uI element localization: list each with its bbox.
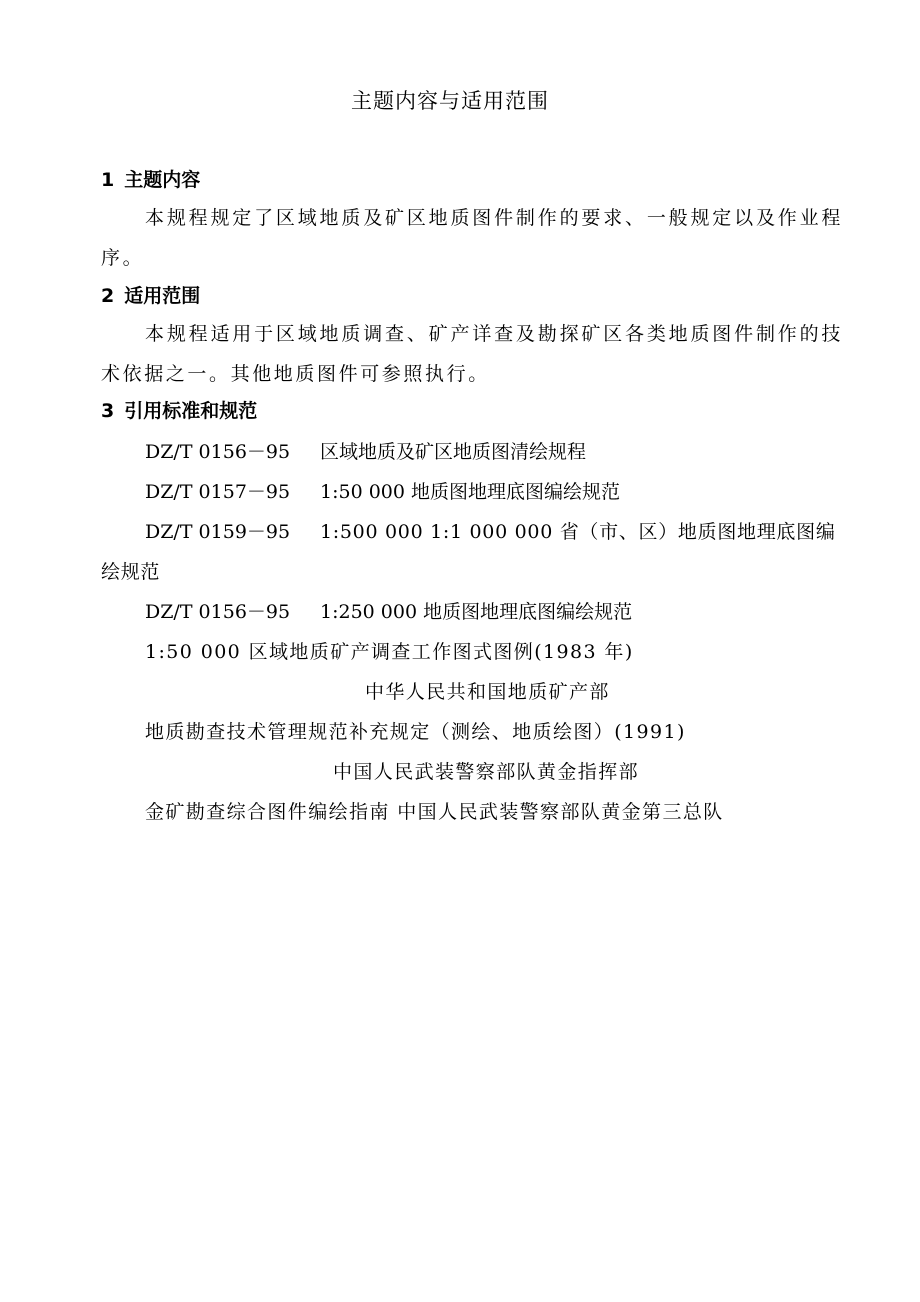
reference-code: DZ/T 0159－95: [145, 521, 291, 543]
reference-title: 1:50 000 地质图地理底图编绘规范: [320, 481, 621, 503]
reference-item: [145, 438, 586, 466]
page-title: 主题内容与适用范围: [351, 89, 549, 113]
section-body-1: 本规程规定了区域地质及矿区地质图件制作的要求、一般规定以及作业程序。: [101, 207, 843, 269]
reference-item: [101, 512, 846, 592]
reference-code: DZ/T 0156－95: [145, 601, 291, 623]
section-heading-3: [101, 397, 257, 425]
section-title: 适用范围: [124, 285, 201, 307]
reference-title: 1:500 000 1:1 000 000 省（市、区）地质图地理底图编绘规范: [101, 521, 836, 583]
other-ref-issuer: 中华人民共和国地质矿产部: [365, 681, 610, 703]
section-heading-1: [101, 166, 200, 194]
reference-item: [145, 478, 620, 506]
section-title: 主题内容: [124, 169, 201, 191]
reference-code: DZ/T 0156－95: [145, 441, 291, 463]
other-ref-issuer: 中国人民武装警察部队黄金指挥部: [333, 761, 640, 783]
reference-title: 1:250 000 地质图地理底图编绘规范: [320, 601, 633, 623]
section-number: 1: [101, 169, 115, 191]
section-title: 引用标准和规范: [124, 400, 258, 422]
section-number: 2: [101, 285, 115, 307]
other-ref-title: 金矿勘查综合图件编绘指南 中国人民武装警察部队黄金第三总队: [145, 801, 724, 823]
reference-code: DZ/T 0157－95: [145, 481, 291, 503]
other-ref-title: 地质勘查技术管理规范补充规定（测绘、地质绘图）(1991): [145, 721, 686, 743]
section-body-2: 本规程适用于区域地质调查、矿产详查及勘探矿区各类地质图件制作的技术依据之一。其他地质图件可参照执行。: [101, 323, 843, 385]
section-number: 3: [101, 400, 115, 422]
other-ref-title: 1:50 000 区域地质矿产调查工作图式图例(1983 年): [145, 641, 634, 663]
reference-title: 区域地质及矿区地质图清绘规程: [320, 441, 587, 463]
reference-item: [145, 598, 632, 626]
section-heading-2: [101, 282, 200, 310]
